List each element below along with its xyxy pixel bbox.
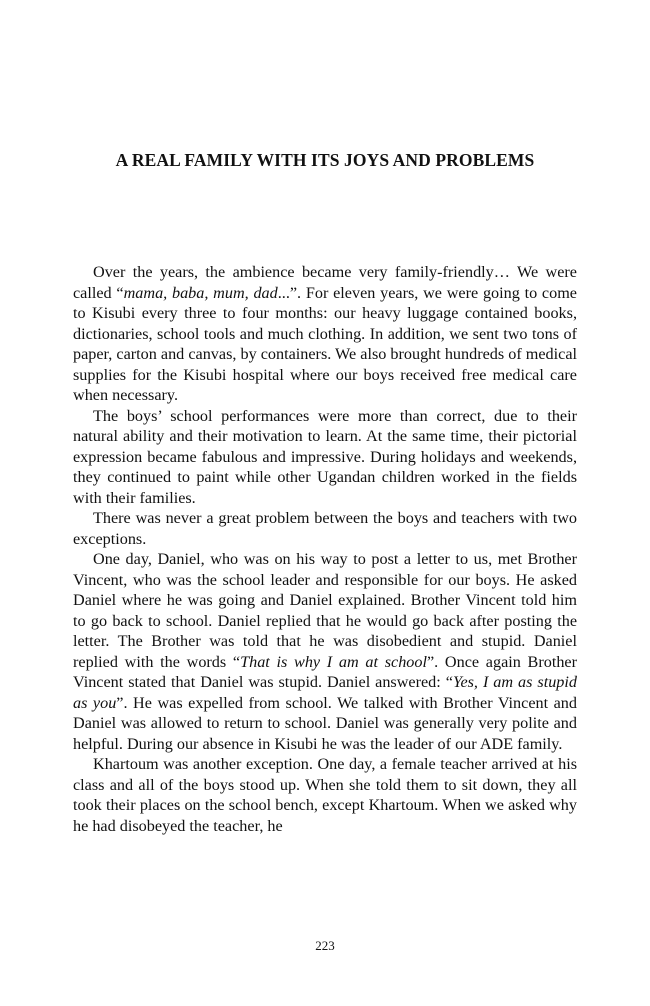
paragraph-4 — [73, 549, 577, 754]
paragraph-3: There was never a great problem between the boys and teachers with two exceptions. — [73, 509, 577, 548]
paragraph-4-italic-1: That is why I am at school — [240, 652, 427, 671]
paragraph-2: The boys’ school performances were more than correct, due to their natural ability and their motivation to learn. At the same time, their pictorial expression became fabulous and impressive. During holidays and weekends, they continued to paint while other Ugandan children worked in the fields with their families. — [73, 406, 577, 507]
paragraph-4-part-a: One day, Daniel, who was on his way to post a letter to us, met Brother Vincent, who was the school leader and responsible for our boys. He asked Daniel where he was going and Daniel explained. Brother Vincent told him to go back to school. Daniel replied that he would go back after posting the letter. The Brother was told that he was disobedient and stupid. Daniel replied with the words “ — [73, 550, 577, 671]
paragraph-4-italic-2: Yes, I am as stupid as you — [73, 673, 577, 712]
paragraph-5: Khartoum was another exception. One day, a female teacher arrived at his class and all of the boys stood up. When she told them to sit down, they all took their places on the school bench, except Khartoum. When we asked why he had disobeyed the teacher, he — [73, 755, 577, 835]
paragraph-1-part-a: Over the years, the ambience became very family-friendly… We were called “ — [73, 263, 577, 302]
paragraph-1-part-c: ...”. For eleven years, we were going to come to Kisubi every three to four months: our heavy luggage contained books, dictionaries, school tools and much clothing. In addition, we sent two tons of paper, carton and canvas, by containers. We also brought hundreds of medical supplies for the Kisubi hospital where our boys received free medical care when necessary. — [73, 283, 577, 404]
paragraph-4-part-e: ”. He was expelled from school. We talked with Brother Vincent and Daniel was allowed to return to school. Daniel was generally very polite and helpful. During our absence in Kisubi he was the leader of our ADE family. — [73, 693, 577, 753]
body-text — [73, 262, 577, 836]
paragraph-4-part-c: ”. Once again Brother Vincent stated that Daniel was stupid. Daniel answered: “ — [73, 652, 578, 691]
paragraph-1-italic: mama, baba, mum, dad — [123, 283, 278, 302]
chapter-title: A REAL FAMILY WITH ITS JOYS AND PROBLEMS — [115, 150, 535, 170]
page-number: 223 — [315, 938, 335, 953]
paragraph-1 — [73, 262, 577, 406]
